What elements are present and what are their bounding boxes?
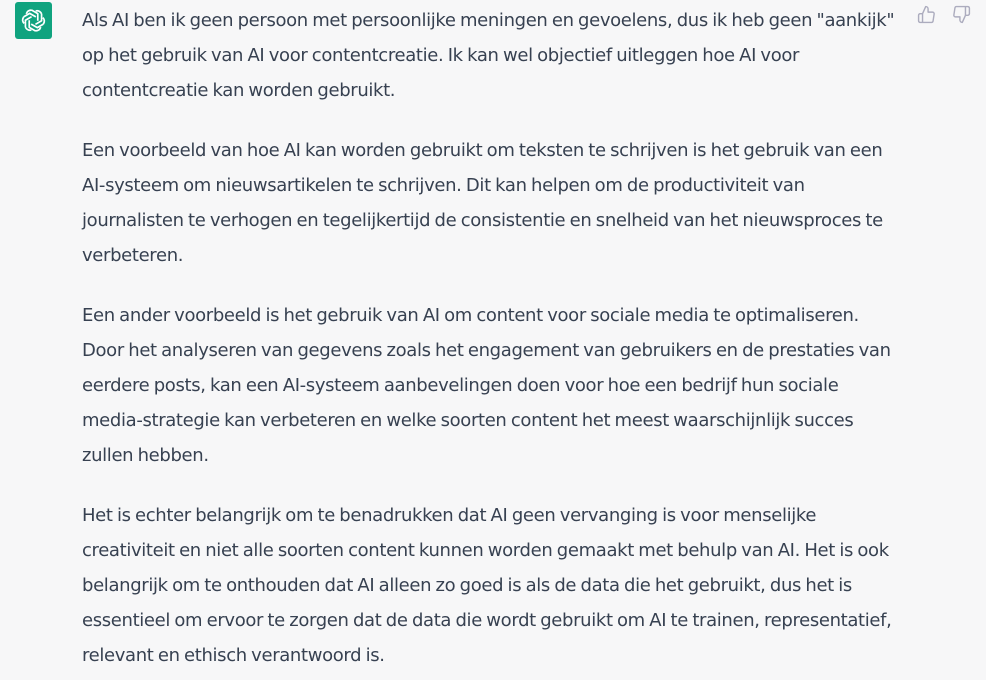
thumbs-down-button[interactable] bbox=[952, 5, 971, 24]
message-paragraph: Een ander voorbeeld is het gebruik van AI om content voor sociale media te optimaliseren. Door het analyseren van gegevens zoals het engagement van gebruikers en de prestaties van eerdere posts, kan een AI-systeem aanbevelingen doen voor hoe een bedrijf hun sociale media-strategie kan verbeteren en welke soorten content het meest waarschijnlijk succes zullen hebben. bbox=[82, 305, 891, 466]
message-paragraph: Als AI ben ik geen persoon met persoonlijke meningen en gevoelens, dus ik heb geen "aankijk" op het gebruik van AI voor contentcreatie. Ik kan wel objectief uitleggen hoe AI voor contentcreatie kan worden gebruikt. bbox=[82, 10, 895, 101]
message-content bbox=[82, 3, 897, 680]
feedback-actions bbox=[917, 5, 971, 24]
thumbs-up-icon bbox=[917, 5, 936, 24]
openai-logo-icon bbox=[20, 7, 47, 34]
thumbs-down-icon bbox=[952, 5, 971, 24]
thumbs-up-button[interactable] bbox=[917, 5, 936, 24]
message-paragraph: Het is echter belangrijk om te benadrukken dat AI geen vervanging is voor menselijke creativiteit en niet alle soorten content kunnen worden gemaakt met behulp van AI. Het is ook belangrijk om te onthouden dat AI alleen zo goed is als de data die het gebruikt, dus het is essentieel om ervoor te zorgen dat de data die wordt gebruikt om AI te trainen, representatief, relevant en ethisch verantwoord is. bbox=[82, 505, 892, 666]
assistant-avatar bbox=[15, 2, 52, 39]
message-paragraph: Een voorbeeld van hoe AI kan worden gebruikt om teksten te schrijven is het gebruik van een AI-systeem om nieuwsartikelen te schrijven. Dit kan helpen om de productiviteit van journalisten te verhogen en tegelijkertijd de consistentie en snelheid van het nieuwsproces te verbeteren. bbox=[82, 140, 883, 266]
